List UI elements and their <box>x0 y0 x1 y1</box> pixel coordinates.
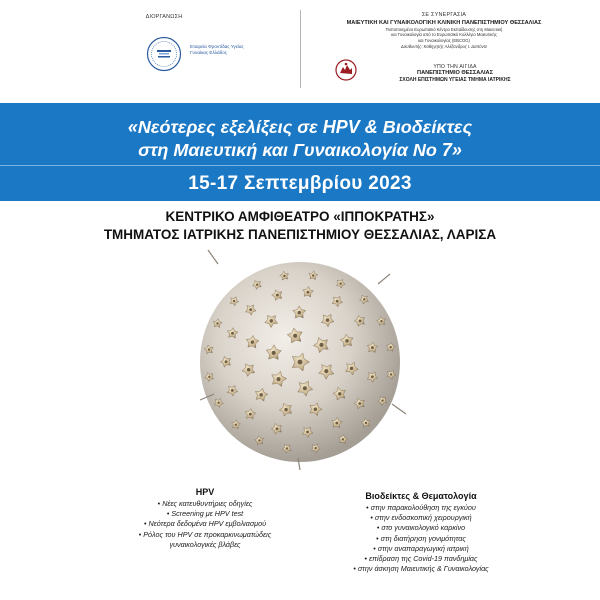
partner-desc-1: Πιστοποιημένο Ευρωπαϊκό Κέντρο Εκπαίδευσης στη Μαιευτική <box>385 27 503 32</box>
virus-fibre <box>378 274 390 284</box>
list-item: • στην αναπαραγωγική ιατρική <box>316 544 526 554</box>
sponsor-subtitle: ΣΧΟΛΗ ΕΠΙΣΤΗΜΩΝ ΥΓΕΙΑΣ ΤΜΗΜΑ ΙΑΤΡΙΚΗΣ <box>399 77 511 83</box>
venue-line-1: ΚΕΝΤΡΙΚΟ ΑΜΦΙΘΕΑΤΡΟ «ΙΠΠΟΚΡΑΤΗΣ» <box>165 209 435 224</box>
biomarker-topics <box>316 490 526 574</box>
partner-desc-2: και Γυναικολογία από το Ευρωπαϊκό Κολλέγιο Μαιευτικής <box>391 32 497 38</box>
title-banner <box>0 103 600 201</box>
organizer-logo-text: Εταιρεία Φροντίδας Υγείας Γυναίκας Ελλάδος <box>190 44 244 55</box>
virus-fibre <box>208 250 218 264</box>
venue-line-2: ΤΜΗΜΑΤΟΣ ΙΑΤΡΙΚΗΣ ΠΑΝΕΠΙΣΤΗΜΙΟΥ ΘΕΣΣΑΛΙΑΣ, ΛΑΡΙΣΑ <box>103 227 497 242</box>
society-seal-icon <box>146 36 182 72</box>
partner-desc-3: και Γυναικολογίας (EBCOG) <box>418 37 470 43</box>
event-date: 15-17 Σεπτεμβρίου 2023 <box>188 173 412 194</box>
event-title-line-1: «Νεότερες εξελίξεις σε HPV & Βιοδείκτες <box>127 117 473 137</box>
virus-fibre <box>392 404 406 414</box>
university-crest-icon <box>335 58 357 82</box>
list-item: • στην ενδοσκοπική χειρουργική <box>316 513 526 523</box>
venue <box>0 208 600 244</box>
organizer-label: ΔΙΟΡΓΑΝΩΣΗ <box>145 14 183 20</box>
biomarker-list <box>316 503 526 574</box>
hpv-heading: HPV <box>195 487 215 497</box>
list-item: • Screening με HPV test <box>100 509 310 519</box>
list-item: • Νεότερα δεδομένα HPV εμβολιασμού <box>100 519 310 529</box>
header-divider <box>300 10 301 88</box>
sponsor-title: ΠΑΝΕΠΙΣΤΗΜΙΟ ΘΕΣΣΑΛΙΑΣ <box>417 70 493 76</box>
organizer-block <box>118 14 210 72</box>
event-title <box>0 116 600 162</box>
list-item: • επίδραση της Covid-19 πανδημίας <box>316 554 526 564</box>
list-item: • στην παρακολούθηση της εγκύου <box>316 503 526 513</box>
partner-title: ΜΑΙΕΥΤΙΚΗ ΚΑΙ ΓΥΝΑΙΚΟΛΟΓΙΚΗ ΚΛΙΝΙΚΗ ΠΑΝΕΠΙΣΤΗΜΙΟΥ ΘΕΣΣΑΛΙΑΣ <box>346 20 542 26</box>
list-item: • στο γυναικολογικό καρκίνο <box>316 523 526 533</box>
biomarker-heading: Βιοδείκτες & Θεματολογία <box>365 491 477 501</box>
partner-director: Διευθυντής: Καθηγητής Αλέξανδρος Ι. Δαπόντε <box>400 44 488 50</box>
hpv-list <box>100 499 310 550</box>
event-title-line-2: στη Μαιευτική και Γυναικολογία Νο 7» <box>138 140 462 160</box>
list-item: • Νέες κατευθυντήριες οδηγίες <box>100 499 310 509</box>
list-item: • Ρόλος του HPV σε προκαρκινωματώδεις <box>100 530 310 540</box>
hpv-topics <box>100 486 310 550</box>
list-item: • στην άσκηση Μαιευτικής & Γυναικολογίας <box>316 564 526 574</box>
list-item: γυναικολογικές βλάβες <box>169 539 241 549</box>
partner-label: ΣΕ ΣΥΝΕΡΓΑΣΙΑ <box>421 12 467 18</box>
list-item: • στη διατήρηση γονιμότητας <box>316 534 526 544</box>
partner-block <box>328 12 560 49</box>
banner-divider <box>0 165 600 166</box>
hpv-virus-illustration <box>178 244 422 476</box>
sponsor-block <box>375 64 535 83</box>
header <box>0 0 600 98</box>
sponsor-label: ΥΠΟ ΤΗΝ ΑΙΓΙΔΑ <box>433 64 477 70</box>
